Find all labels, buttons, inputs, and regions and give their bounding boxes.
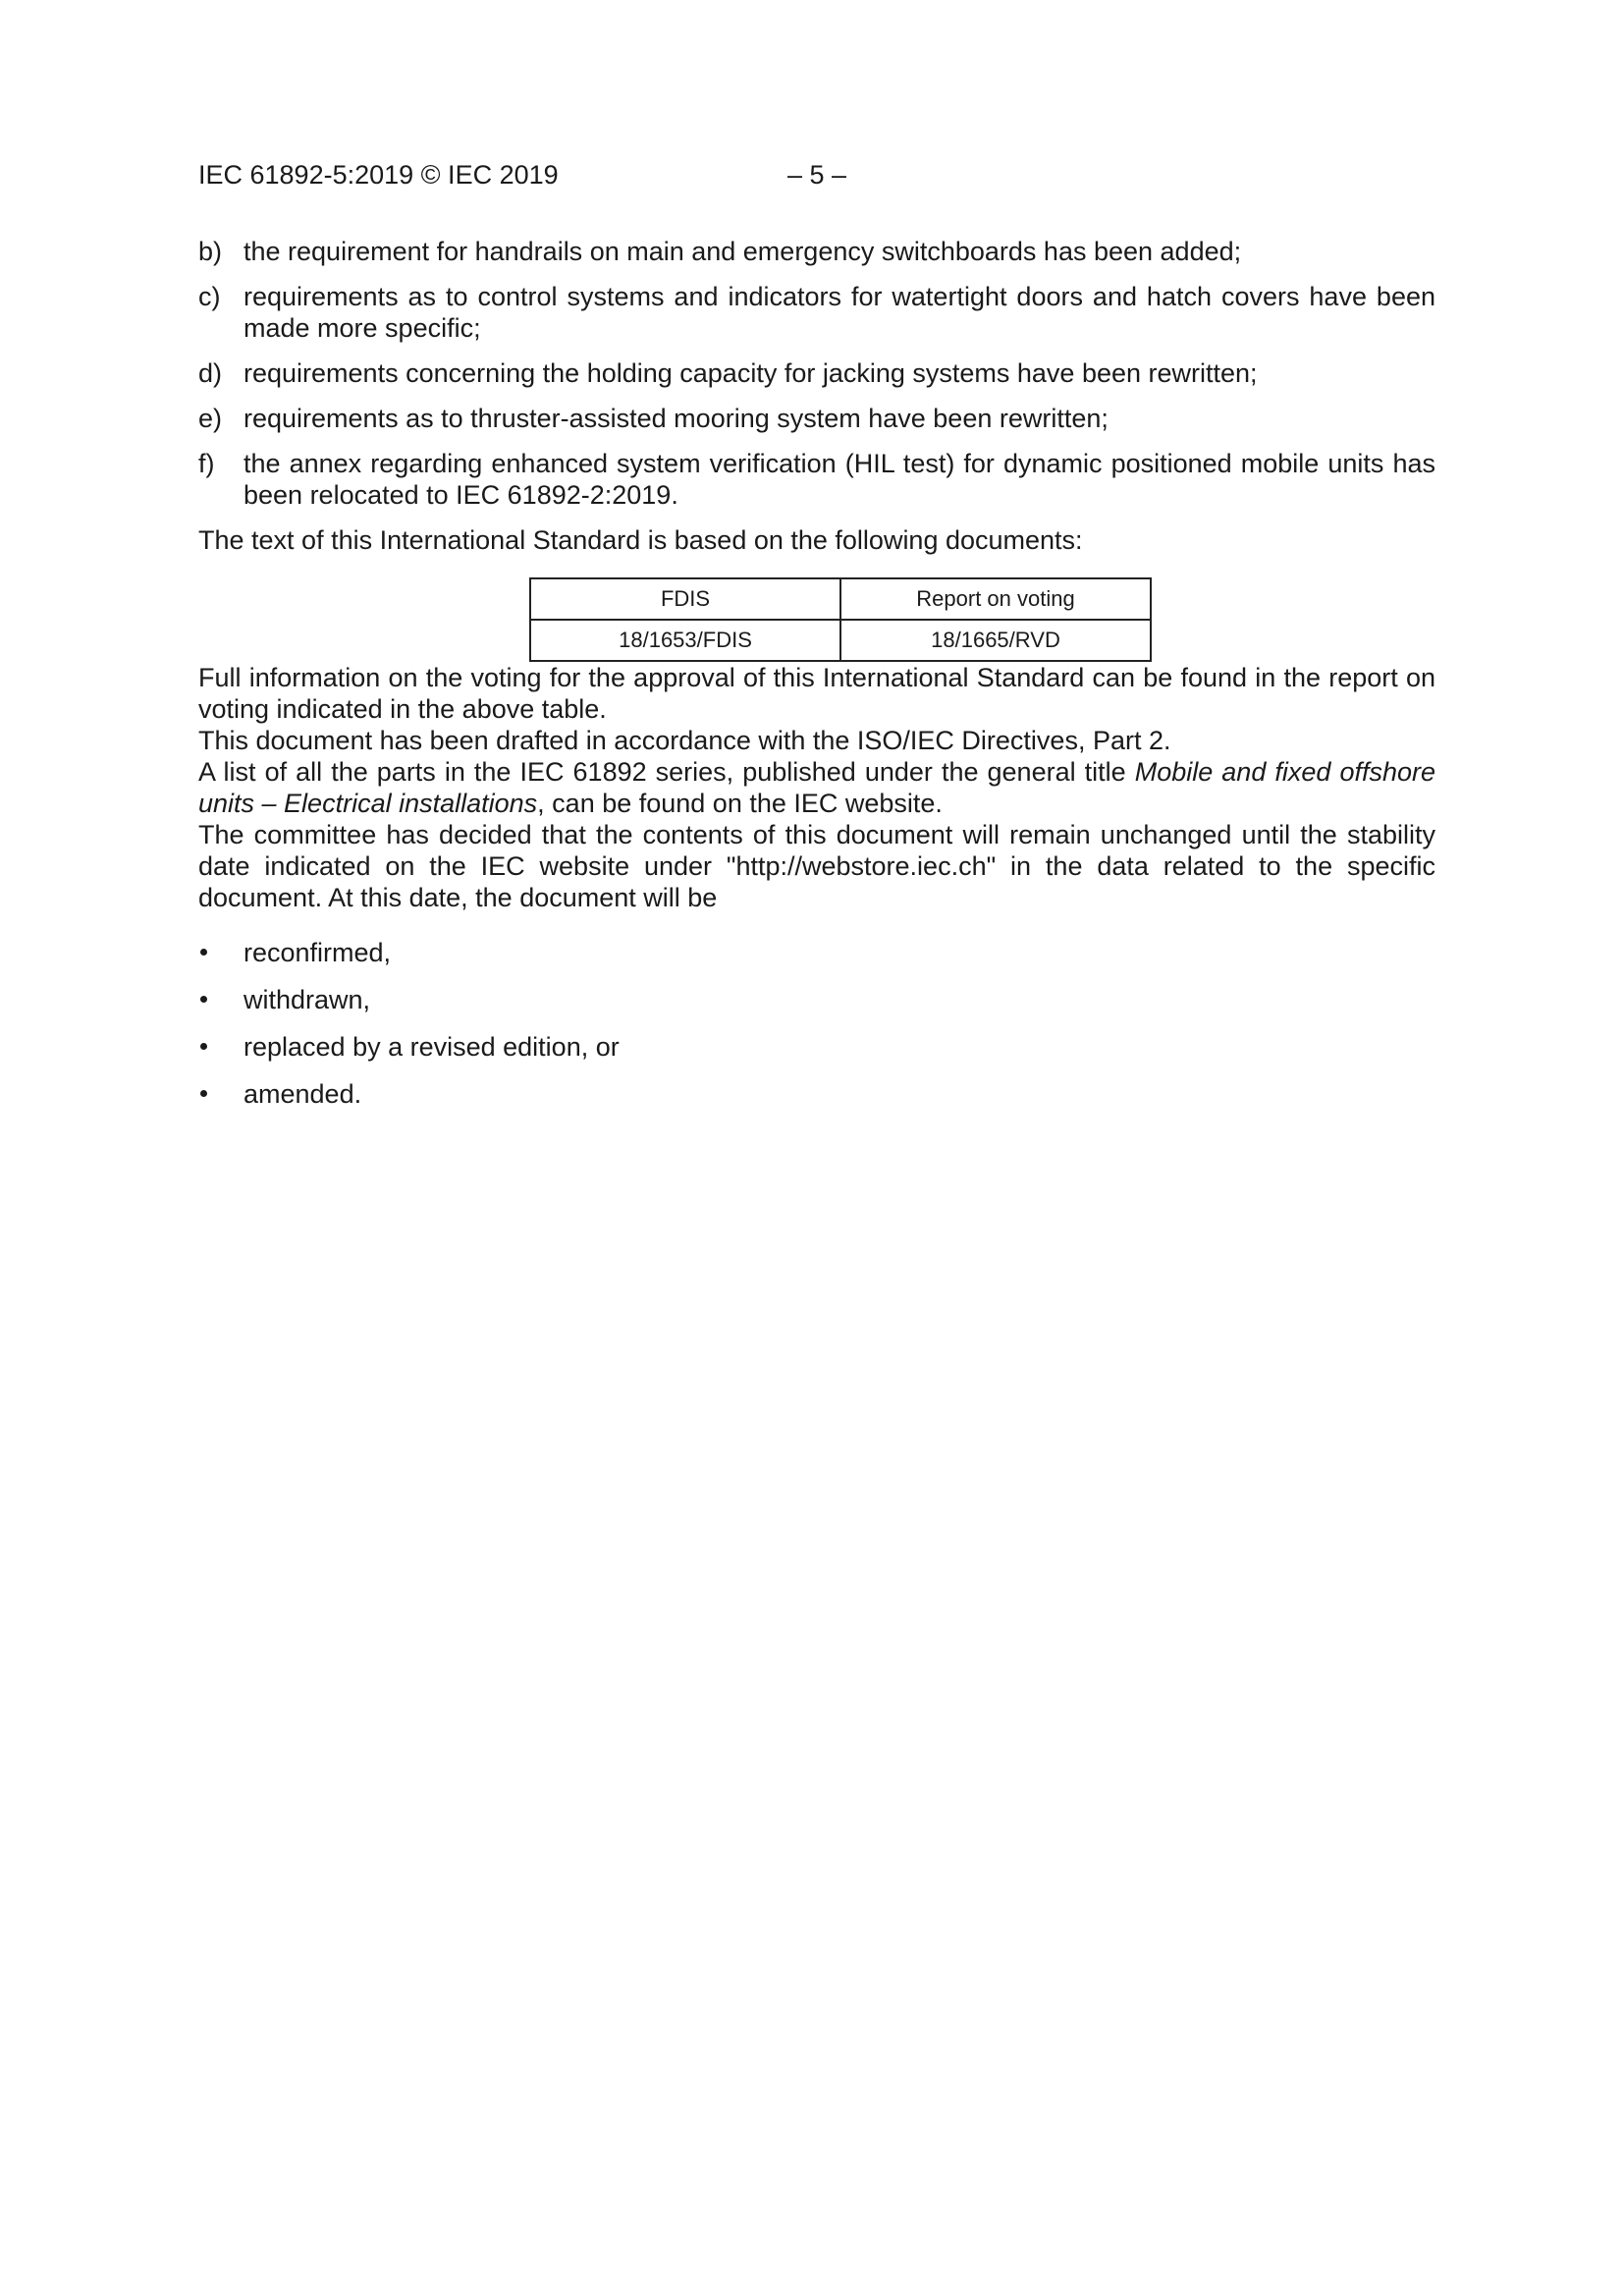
bullet-icon — [198, 984, 243, 1015]
list-item — [198, 448, 1435, 511]
list-marker: e) — [198, 404, 223, 433]
documents-table — [529, 577, 1152, 662]
table-header-cell: FDIS — [530, 578, 840, 620]
list-item — [198, 937, 1435, 968]
list-item — [198, 1031, 1435, 1063]
list-item-text: the requirement for handrails on main and emergency switchboards has been added; — [243, 237, 1242, 266]
list-marker: f) — [198, 449, 215, 478]
list-marker: c) — [198, 282, 221, 311]
list-item-text: reconfirmed, — [243, 938, 392, 967]
list-item-text: requirements concerning the holding capacity for jacking systems have been rewritten; — [243, 358, 1258, 388]
list-item-text: amended. — [243, 1079, 362, 1109]
bullet-icon — [198, 937, 243, 968]
drafting-paragraph: This document has been drafted in accordance with the ISO/IEC Directives, Part 2. — [198, 726, 1171, 755]
table-header-row — [530, 578, 1151, 620]
page-number: – 5 – — [787, 160, 847, 190]
table-row — [530, 620, 1151, 661]
list-item-text: requirements as to thruster-assisted mooring system have been rewritten; — [243, 404, 1109, 433]
series-text-pre: A list of all the parts in the IEC 61892 series, published under the general title — [198, 757, 1135, 787]
series-paragraph — [198, 756, 1435, 819]
list-item — [198, 1078, 1435, 1110]
bullet-icon — [198, 1031, 243, 1063]
table-cell: 18/1665/RVD — [840, 620, 1151, 661]
list-item — [198, 357, 1435, 389]
documents-table-wrapper — [198, 577, 1435, 662]
list-item-text: the annex regarding enhanced system verification (HIL test) for dynamic positioned mobile units has been relocated to IEC 61892-2:2019. — [243, 449, 1435, 510]
list-item — [198, 403, 1435, 434]
bullet-icon — [198, 1078, 243, 1110]
list-marker: b) — [198, 237, 223, 266]
document-identifier: IEC 61892-5:2019 © IEC 2019 — [198, 160, 559, 190]
stability-paragraph: The committee has decided that the contents of this document will remain unchanged until the stability date indicated on the IEC website under "http://webstore.iec.ch" in the data related to the specific document. At this date, the document will be — [198, 820, 1435, 912]
list-item — [198, 281, 1435, 344]
list-item — [198, 984, 1435, 1015]
intro-paragraph: The text of this International Standard is based on the following documents: — [198, 525, 1083, 555]
table-header-cell: Report on voting — [840, 578, 1151, 620]
list-item-text: requirements as to control systems and indicators for watertight doors and hatch covers have been made more specific; — [243, 282, 1435, 343]
page-content — [198, 236, 1435, 1125]
changes-list — [198, 236, 1435, 511]
table-cell: 18/1653/FDIS — [530, 620, 840, 661]
series-title: Mobile and fixed offshore units – Electrical installations — [198, 757, 1436, 818]
list-marker: d) — [198, 358, 223, 388]
series-text-post: , can be found on the IEC website. — [537, 789, 943, 818]
voting-info-paragraph: Full information on the voting for the approval of this International Standard can be found in the report on voting indicated in the above table. — [198, 663, 1435, 724]
list-item — [198, 236, 1435, 267]
outcomes-list — [198, 937, 1435, 1110]
list-item-text: withdrawn, — [243, 985, 371, 1014]
list-item-text: replaced by a revised edition, or — [243, 1032, 620, 1062]
